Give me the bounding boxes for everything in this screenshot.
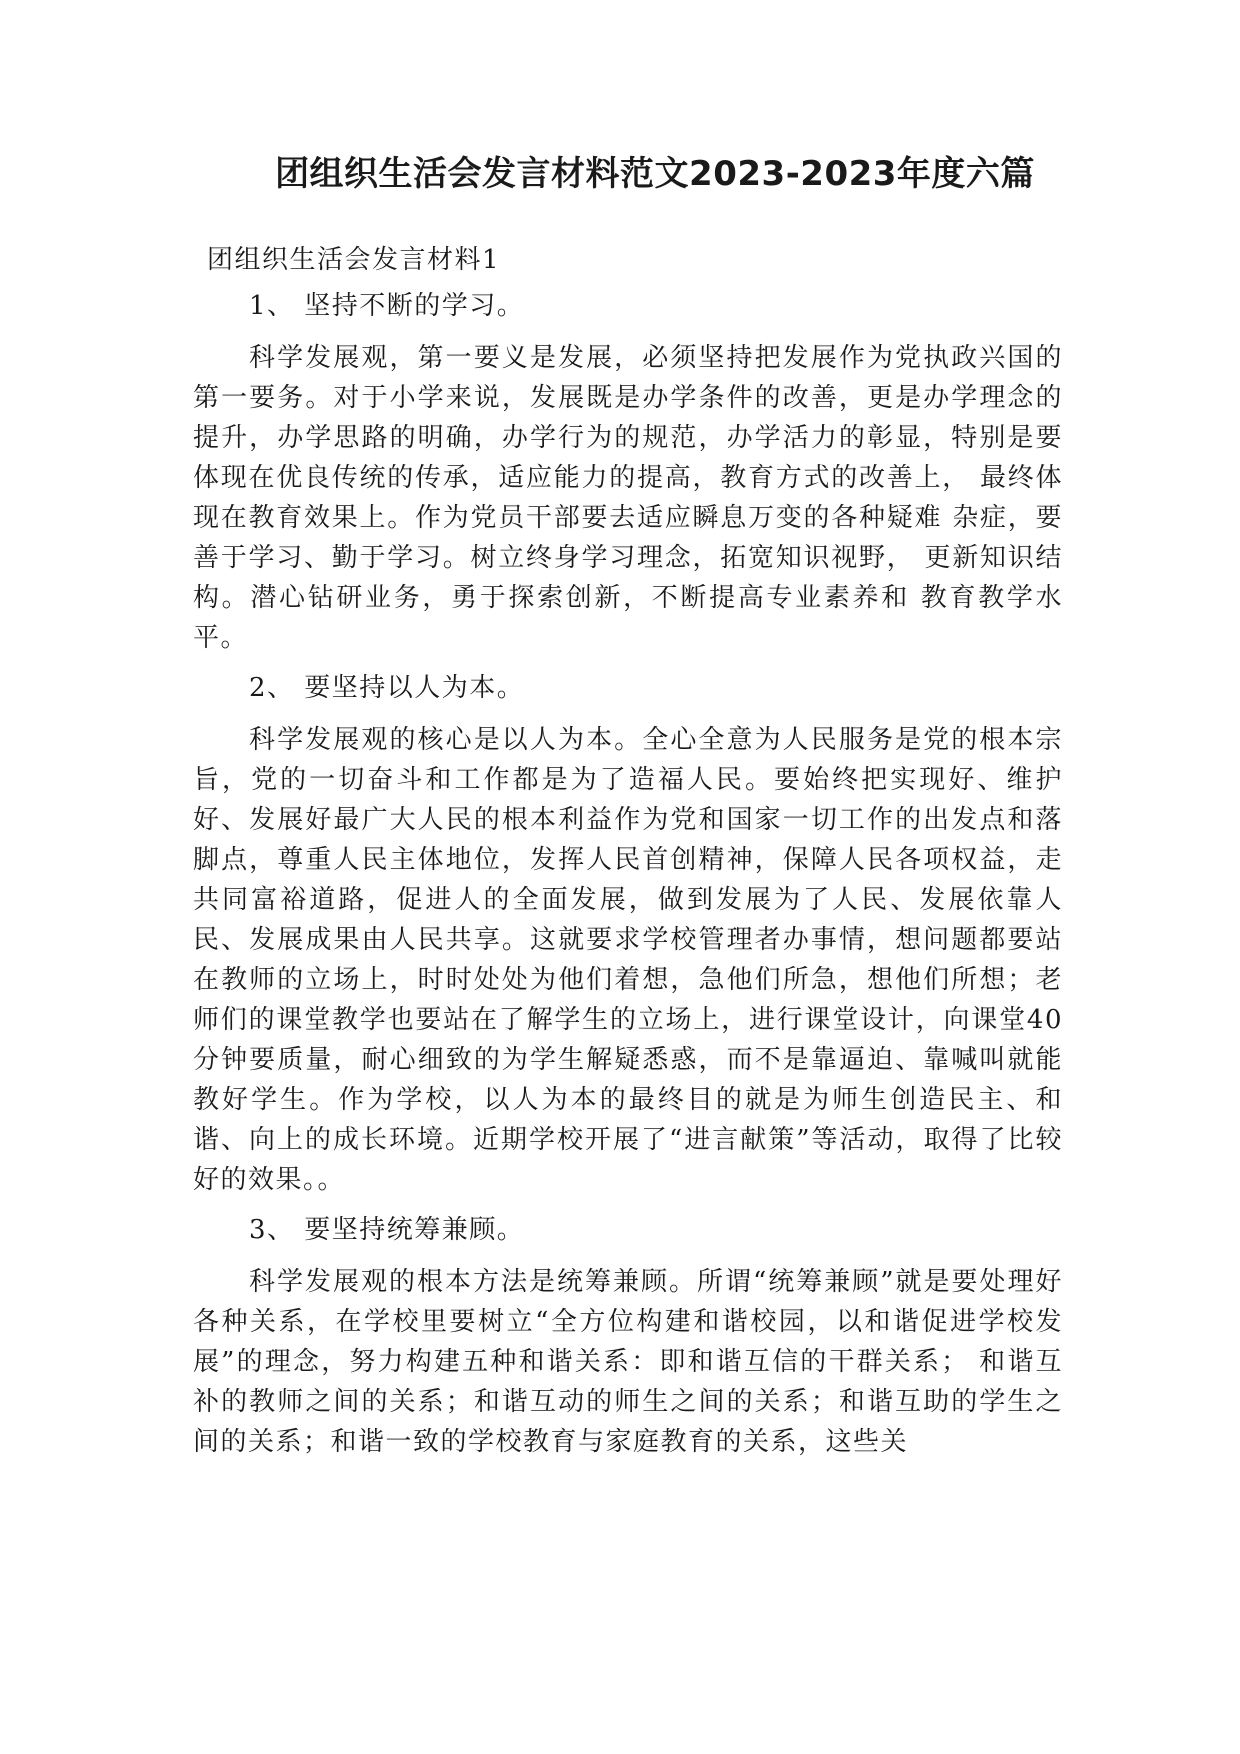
item-heading-3: 3、 要坚持统筹兼顾。 — [249, 1215, 525, 1245]
section-title: 团组织生活会发言材料1 — [207, 245, 501, 275]
paragraph-2: 科学发展观的核心是以人为本。全心全意为人民服务是党的根本宗旨，党的一切奋斗和工作都是为了造福人民。要始终把实现好、维护好、发展好最广大人民的根本利益作为党和国家一切工作的出发点和落脚点，尊重人民主体地位，发挥人民首创精神，保障人民各项权益，走共同富裕道路，促进人的全面发展，做到发展为了人民、发展依靠人民、发展成果由人民共享。这就要求学校管理者办事情，想问题都要站在教师的立场上，时时处处为他们着想，急他们所急，想他们所想；老师们的课堂教学也要站在了解学生的立场上，进行课堂设计，向课堂40分钟要质量，耐心细致的为学生解疑悉惑，而不是靠逼迫、靠喊叫就能教好学生。作为学校，以人为本的最终目的就是为师生创造民主、和谐、向上的成长环境。近期学校开展了“进言献策”等活动，取得了比较好的效果。。 — [193, 725, 1063, 1195]
paragraph-3: 科学发展观的根本方法是统筹兼顾。所谓“统筹兼顾”就是要处理好各种关系，在学校里要树立“全方位构建和谐校园，以和谐促进学校发展”的理念，努力构建五种和谐关系：即和谐互信的干群关系； 和谐互补的教师之间的关系；和谐互动的师生之间的关系；和谐互助的学生之间的关系；和谐一致的学校教育与家庭教育的关系，这些关 — [193, 1267, 1063, 1457]
document-body — [193, 240, 1063, 1462]
paragraph-1: 科学发展观，第一要义是发展，必须坚持把发展作为党执政兴国的第一要务。对于小学来说，发展既是办学条件的改善，更是办学理念的提升，办学思路的明确，办学行为的规范，办学活力的彰显，特别是要体现在优良传统的传承，适应能力的提高，教育方式的改善上， 最终体现在教育效果上。作为党员干部要去适应瞬息万变的各种疑难 杂症，要善于学习、勤于学习。树立终身学习理念，拓宽知识视野， 更新知识结构。潜心钻研业务，勇于探索创新，不断提高专业素养和 教育教学水平。 — [193, 343, 1063, 653]
item-heading-2: 2、 要坚持以人为本。 — [249, 673, 525, 703]
item-heading-1: 1、 坚持不断的学习。 — [249, 291, 525, 321]
document-title: 团组织生活会发言材料范文2023-2023年度六篇 — [275, 154, 1035, 194]
